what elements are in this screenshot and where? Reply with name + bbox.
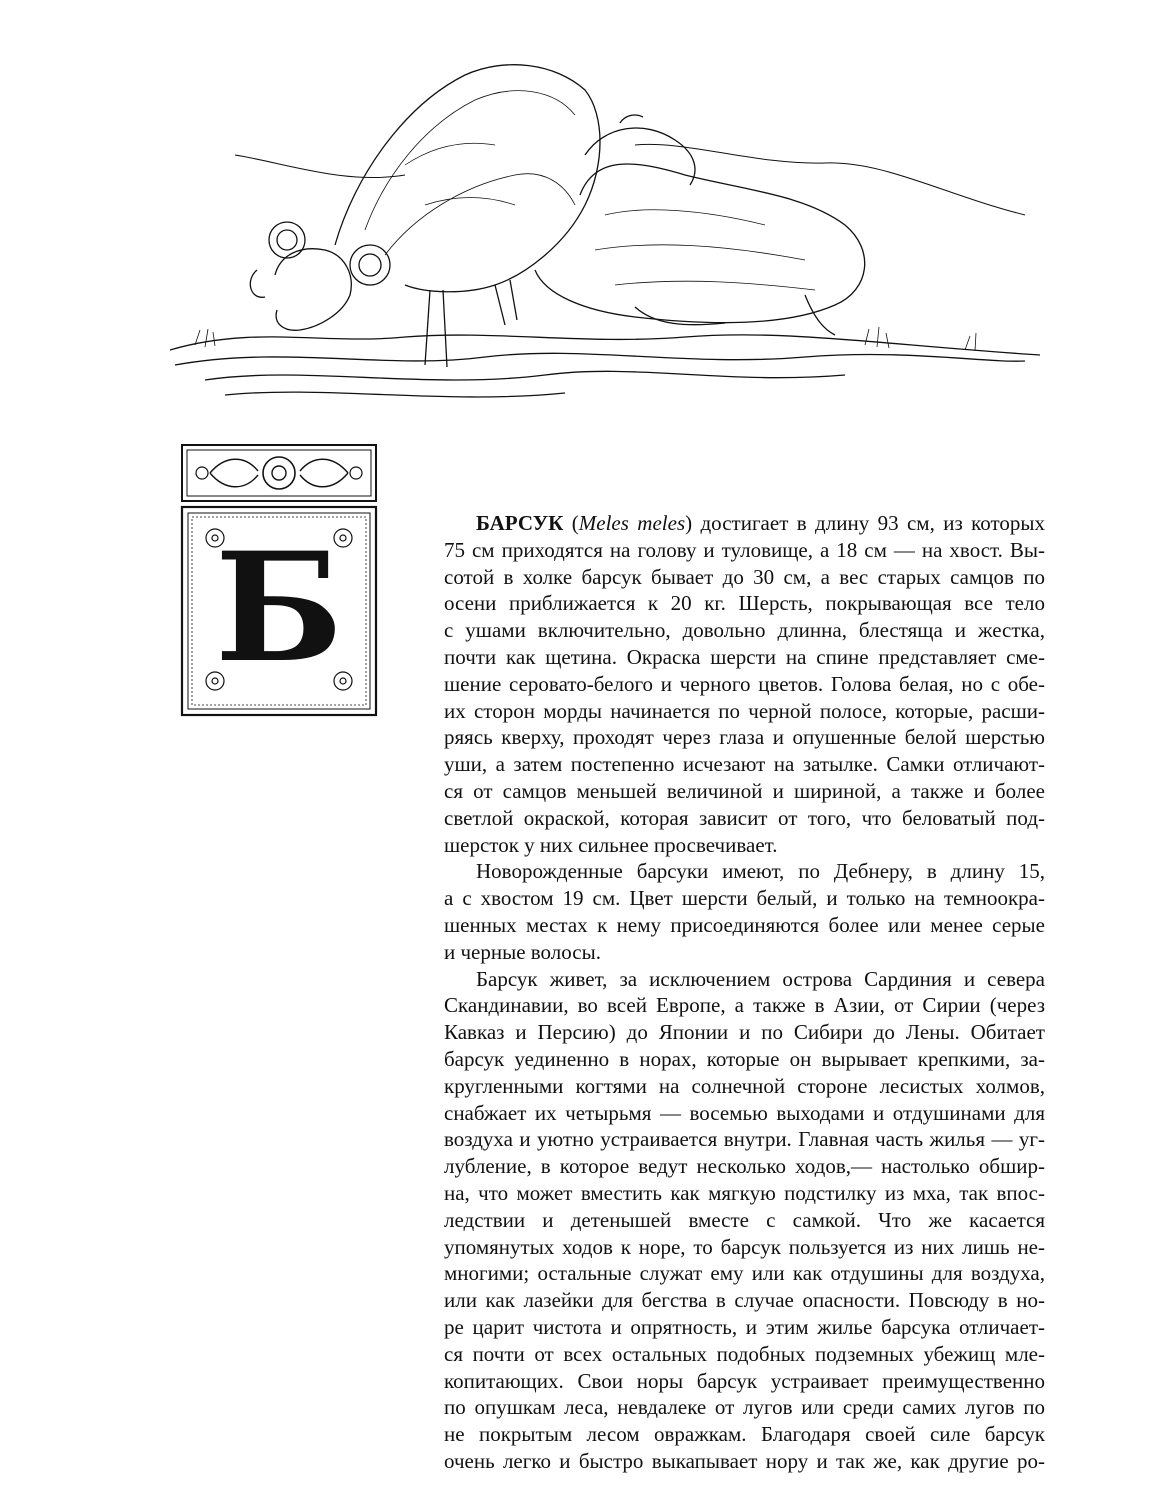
- paragraph-3-line: Кавказ и Персию) до Японии и по Сибири до Лены. Обитает: [444, 1020, 1045, 1045]
- paragraph-3-line: упомянутых ходов к норе, то барсук пользуется из них лишь не-: [444, 1234, 1045, 1259]
- article-text: [444, 510, 1045, 1475]
- paragraph-1-line: 75 см приходятся на голову и туловище, а 18 см — на хвост. Вы-: [444, 537, 1045, 562]
- paragraph-3-line: на, что может вместить как мягкую подстилку из мха, так впос-: [444, 1180, 1045, 1205]
- paragraph-1-line: осени приближается к 20 кг. Шерсть, покрывающая все тело: [444, 591, 1045, 616]
- paragraph-3-line: барсук уединенно в норах, которые он вырывает крепкими, за-: [444, 1046, 1045, 1071]
- paragraph-3-line: снабжает их четырьмя — восемью выходами и отдушинами для: [444, 1100, 1045, 1125]
- paragraph-3-line: ледствии и детенышей вместе с самкой. Что же касается: [444, 1207, 1045, 1232]
- paragraph-3-line: не покрытым лесом овражкам. Благодаря своей силе барсук: [444, 1422, 1045, 1447]
- drop-cap: [180, 443, 378, 718]
- paragraph-1-line: ся от самцов меньшей величиной и шириной, а также и более: [444, 778, 1045, 803]
- paragraph-1-line: БАРСУК (Meles meles) достигает в длину 93 см, из которых: [476, 511, 1045, 535]
- paragraph-3-line: Барсук живет, за исключением острова Сардиния и севера: [476, 966, 1045, 991]
- latin-name: Meles meles: [578, 511, 686, 535]
- paragraph-1-line: ряясь кверху, проходят через глаза и опушенные белой шерстью: [444, 725, 1045, 750]
- paragraph-3-line: воздуха и уютно устраивается внутри. Главная часть жилья — уг-: [444, 1127, 1045, 1152]
- paragraph-1-line: уши, а затем постепенно исчезают на затылке. Самки отличают-: [444, 752, 1045, 777]
- paragraph-3-line: ре царит чистота и опрятность, и этим жилье барсука отличает-: [444, 1314, 1045, 1339]
- paragraph-3-line: ся почти от всех остальных подобных подземных убежищ мле-: [444, 1341, 1045, 1366]
- sheep-engraving: [165, 45, 1045, 410]
- paragraph-3-line: по опушкам леса, невдалеке от лугов или среди самих лугов по: [444, 1395, 1045, 1420]
- paragraph-1-line: почти как щетина. Окраска шерсти на спине представляет сме-: [444, 644, 1045, 669]
- paragraph-1-line: шерсток у них сильнее просвечивает.: [444, 832, 778, 857]
- paragraph-3-line: Скандинавии, во всей Европе, а также в Азии, от Сирии (через: [444, 993, 1045, 1018]
- drop-cap-letter: Б: [214, 520, 344, 696]
- paragraph-1-line: сотой в холке барсук бывает до 30 см, а вес старых самцов по: [444, 564, 1045, 589]
- lead-word: БАРСУК: [476, 511, 564, 535]
- paragraph-3-line: многими; остальные служат ему или как отдушины для воздуха,: [444, 1261, 1045, 1286]
- paragraph-1-line: их сторон морды начинается по черной полосе, которые, расши-: [444, 698, 1045, 723]
- paragraph-3-line: копитающих. Свои норы барсук устраивает преимущественно: [444, 1368, 1045, 1393]
- paragraph-1-line: с ушами включительно, довольно длинна, блестяща и жестка,: [444, 618, 1045, 643]
- paragraph-3-line: лубление, в которое ведут несколько ходов,— настолько обшир-: [444, 1154, 1045, 1179]
- paragraph-1-line: светлой окраской, которая зависит от того, что беловатый под-: [444, 805, 1045, 830]
- paragraph-2-line: шенных местах к нему присоединяются более или менее серые: [444, 912, 1045, 937]
- paragraph-2-line: и черные волосы.: [444, 939, 601, 964]
- paragraph-3-line: или как лазейки для бегства в случае опасности. Повсюду в но-: [444, 1288, 1045, 1313]
- paragraph-2-line: Новорожденные барсуки имеют, по Дебнеру, в длину 15,: [476, 859, 1045, 884]
- sheep-engraving-art: [165, 45, 1045, 410]
- paragraph-3-line: кругленными когтями на солнечной стороне лесистых холмов,: [444, 1073, 1045, 1098]
- paragraph-3-line: очень легко и быстро выкапывает нору и так же, как другие ро-: [444, 1448, 1045, 1473]
- paragraph-2-line: а с хвостом 19 см. Цвет шерсти белый, и только на темноокра-: [444, 886, 1045, 911]
- paragraph-1-line: шение серовато-белого и черного цветов. Голова белая, но с обе-: [444, 671, 1045, 696]
